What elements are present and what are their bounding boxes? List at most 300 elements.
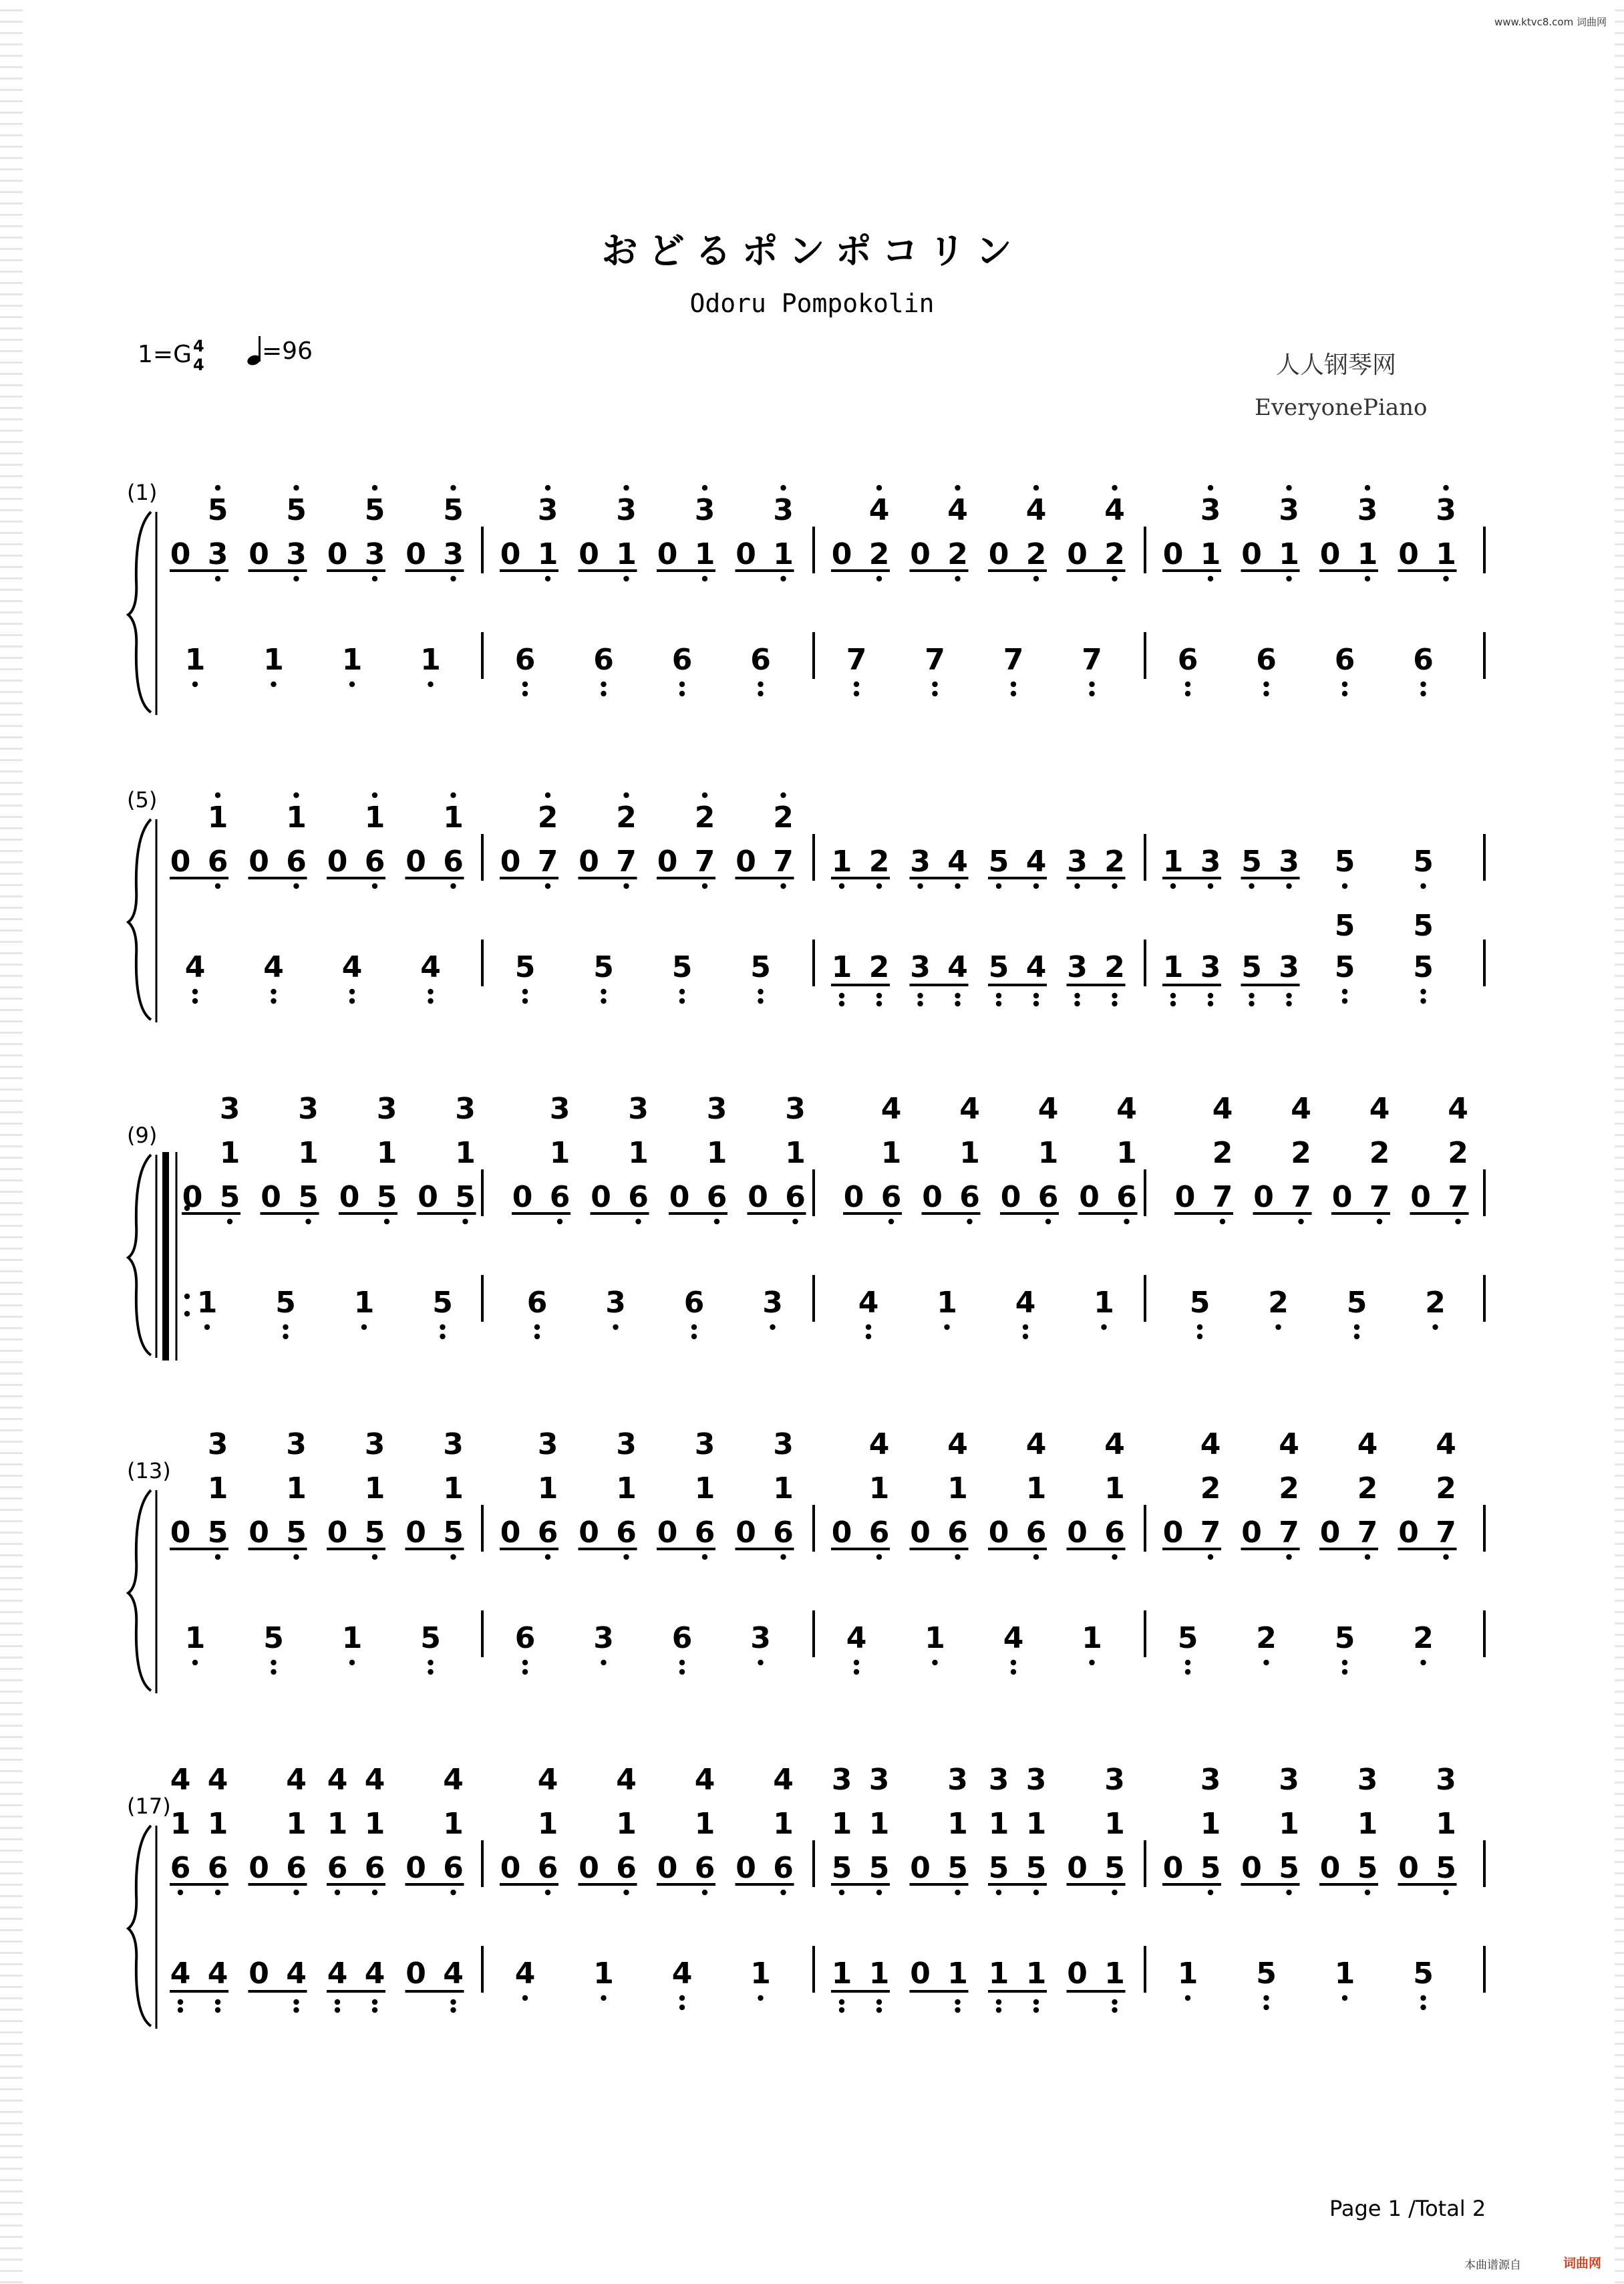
treble-beat	[418, 1092, 476, 1224]
octave-dot	[450, 793, 456, 798]
note-digit: 3	[1025, 1763, 1047, 1797]
bass-beat	[1425, 1286, 1446, 1330]
note-digit: 3	[1200, 845, 1221, 879]
treble-beat	[831, 1763, 890, 1895]
octave-dot	[839, 1999, 844, 2005]
note-digit: 2	[1256, 1621, 1277, 1655]
note-digit: 5	[671, 950, 693, 984]
note-digit: 5	[1334, 909, 1355, 943]
octave-dot	[192, 682, 198, 687]
octave-dot	[758, 1995, 763, 2001]
bass-beat	[1003, 1621, 1024, 1675]
note-digit: 0	[748, 1180, 768, 1214]
measure	[1162, 1427, 1457, 1675]
octave-dot	[522, 998, 528, 1004]
note-digit: 3	[298, 1092, 319, 1126]
octave-dot	[1023, 1334, 1028, 1339]
octave-dot	[1377, 1219, 1382, 1224]
note-digit: 3	[773, 1427, 794, 1461]
octave-dot	[1074, 883, 1080, 889]
note-digit: 5	[1200, 1851, 1221, 1885]
source-logo: 词曲网	[1563, 2256, 1602, 2271]
measure	[512, 1092, 806, 1339]
treble-beat	[1067, 485, 1126, 581]
octave-dot	[1443, 1554, 1448, 1560]
bass-beat	[263, 1621, 284, 1675]
octave-dot	[1249, 883, 1254, 889]
bass-beat	[1015, 1286, 1036, 1339]
bass-beat	[515, 643, 536, 696]
note-digit: 1	[219, 1136, 240, 1170]
measure	[1162, 845, 1434, 1006]
octave-dot	[534, 1334, 540, 1339]
note-digit: 3	[1357, 1763, 1378, 1797]
note-digit: 7	[1003, 643, 1024, 677]
octave-dot	[758, 998, 763, 1004]
octave-dot	[780, 1554, 786, 1560]
octave-dot	[1420, 1995, 1426, 2001]
treble-beat	[339, 1092, 397, 1224]
note-digit: 0	[736, 1851, 756, 1885]
note-digit: 3	[286, 537, 307, 571]
note-digit: 0	[327, 1516, 348, 1550]
note-digit: 6	[286, 1851, 307, 1885]
bass-beat	[593, 1957, 614, 2001]
treble-beat	[170, 1427, 228, 1560]
octave-dot	[227, 1219, 232, 1224]
octave-dot	[372, 1999, 377, 2005]
note-digit: 5	[831, 1851, 852, 1885]
note-digit: 0	[1319, 537, 1341, 571]
note-digit: 0	[1398, 1851, 1419, 1885]
bass-beat	[672, 643, 693, 696]
bass-beat	[672, 1621, 693, 1675]
brace	[128, 1826, 151, 2026]
octave-dot	[178, 2007, 183, 2013]
note-digit: 1	[937, 1286, 957, 1320]
bass-beat	[1003, 643, 1024, 696]
note-digit: 1	[988, 1807, 1009, 1841]
treble-beat	[327, 793, 385, 889]
treble-beat	[736, 1427, 794, 1560]
note-digit: 1	[286, 1807, 307, 1841]
octave-dot	[955, 2007, 960, 2013]
note-digit: 0	[831, 1516, 852, 1550]
octave-dot	[854, 1669, 859, 1675]
bass-beat	[593, 950, 614, 1004]
note-digit: 3	[443, 537, 464, 571]
note-digit: 0	[657, 537, 678, 571]
octave-dot	[780, 883, 786, 889]
note-digit: 4	[443, 1763, 464, 1797]
note-digit: 0	[1398, 1516, 1419, 1550]
octave-dot	[522, 1669, 528, 1675]
note-digit: 0	[1162, 1516, 1184, 1550]
note-digit: 3	[1436, 493, 1456, 527]
octave-dot	[534, 1324, 540, 1330]
treble-beat	[1335, 845, 1355, 889]
note-digit: 1	[1037, 1136, 1059, 1170]
note-digit: 2	[1291, 1136, 1311, 1170]
note-digit: 1	[988, 1957, 1009, 1991]
octave-dot	[1249, 1001, 1254, 1006]
octave-dot	[1045, 1219, 1051, 1224]
note-digit: 4	[1025, 950, 1047, 984]
octave-dot	[215, 1554, 220, 1560]
brace	[128, 1155, 151, 1355]
octave-dot	[1170, 993, 1176, 998]
octave-dot	[876, 1999, 882, 2005]
note-digit: 3	[537, 1427, 558, 1461]
note-digit: 1	[549, 1136, 571, 1170]
octave-dot	[1033, 2007, 1039, 2013]
note-digit: 0	[1398, 537, 1419, 571]
note-digit: 2	[1425, 1286, 1446, 1320]
note-digit: 0	[1331, 1180, 1353, 1214]
note-digit: 1	[1082, 1621, 1102, 1655]
note-digit: 5	[219, 1180, 240, 1214]
note-digit: 1	[376, 1136, 397, 1170]
site-label: www.ktvc8.com 词曲网	[1494, 16, 1607, 28]
note-digit: 6	[549, 1180, 571, 1214]
note-digit: 5	[432, 1286, 453, 1320]
note-digit: 5	[443, 493, 464, 527]
note-digit: 1	[1104, 1957, 1125, 1991]
treble-beat	[579, 1427, 637, 1560]
octave-dot	[462, 1219, 468, 1224]
note-digit: 5	[1334, 845, 1355, 879]
octave-dot	[1286, 1001, 1291, 1006]
system	[127, 1092, 1484, 1361]
note-digit: 5	[443, 1516, 464, 1550]
octave-dot	[679, 2005, 685, 2010]
note-digit: 4	[207, 1957, 228, 1991]
note-digit: 1	[455, 1136, 476, 1170]
octave-dot	[428, 1660, 433, 1665]
bass-beat	[527, 1286, 548, 1339]
bass-beat	[342, 950, 363, 1004]
note-digit: 6	[694, 1516, 715, 1550]
treble-beat	[831, 845, 890, 889]
octave-dot	[283, 1334, 288, 1339]
note-digit: 6	[1104, 1516, 1125, 1550]
octave-dot	[1420, 682, 1426, 687]
bass-beat	[1178, 643, 1198, 696]
octave-dot	[792, 1219, 798, 1224]
octave-dot	[1089, 1660, 1094, 1665]
bass-beat	[275, 1286, 296, 1339]
octave-dot	[271, 998, 276, 1004]
octave-dot	[1208, 576, 1213, 581]
note-digit: 2	[1025, 537, 1047, 571]
treble-beat	[657, 793, 715, 889]
note-digit: 3	[868, 1763, 890, 1797]
octave-dot	[876, 485, 882, 490]
note-digit: 0	[579, 845, 599, 879]
octave-dot	[691, 1334, 697, 1339]
treble-beat	[910, 485, 969, 581]
treble-beat	[1067, 1763, 1126, 1895]
octave-dot	[876, 883, 882, 889]
octave-dot	[271, 1669, 276, 1675]
octave-dot	[545, 1554, 550, 1560]
treble-beat	[1241, 1763, 1300, 1895]
octave-dot	[1365, 1890, 1370, 1895]
octave-dot	[839, 883, 844, 889]
octave-dot	[522, 989, 528, 994]
bass-beat	[432, 1286, 453, 1339]
note-digit: 3	[376, 1092, 397, 1126]
note-digit: 0	[669, 1180, 690, 1214]
note-digit: 0	[579, 1851, 599, 1885]
treble-beat	[405, 793, 464, 889]
octave-dot	[1185, 1660, 1190, 1665]
treble-beat	[1067, 845, 1126, 889]
note-digit: 1	[537, 1807, 558, 1841]
note-digit: 7	[1357, 1516, 1378, 1550]
octave-dot	[1263, 682, 1269, 687]
octave-dot	[1354, 1324, 1359, 1330]
bass-beat	[327, 1957, 385, 2013]
bass-beat	[858, 1286, 879, 1339]
treble-beat	[910, 1427, 969, 1560]
note-digit: 3	[443, 1427, 464, 1461]
note-digit: 4	[514, 1957, 536, 1991]
note-digit: 5	[364, 493, 385, 527]
treble-beat	[170, 793, 228, 889]
octave-dot	[293, 793, 299, 798]
note-digit: 3	[1200, 493, 1221, 527]
tempo-value: =96	[262, 337, 313, 365]
note-digit: 0	[339, 1180, 360, 1214]
note-digit: 0	[1410, 1180, 1431, 1214]
treble-beat	[657, 1427, 715, 1560]
octave-dot	[1432, 1324, 1438, 1330]
octave-dot	[1185, 691, 1190, 696]
measure	[500, 1427, 794, 1675]
note-digit: 4	[947, 950, 968, 984]
treble-beat	[249, 793, 307, 889]
bass-beat	[185, 1621, 206, 1665]
note-digit: 5	[1357, 1851, 1378, 1885]
note-digit: 5	[1256, 1957, 1277, 1991]
octave-dot	[635, 1219, 641, 1224]
octave-dot	[335, 2007, 340, 2013]
note-digit: 3	[207, 537, 228, 571]
octave-dot	[1011, 691, 1016, 696]
note-digit: 2	[1104, 845, 1125, 879]
octave-dot	[1342, 682, 1347, 687]
octave-dot	[1220, 1219, 1225, 1224]
note-digit: 7	[1436, 1516, 1456, 1550]
octave-dot	[522, 1995, 528, 2001]
note-digit: 1	[1104, 1807, 1125, 1841]
note-digit: 7	[1448, 1180, 1468, 1214]
note-digit: 7	[1200, 1516, 1221, 1550]
note-digit: 6	[1177, 643, 1198, 677]
note-digit: 1	[196, 1286, 218, 1320]
note-digit: 4	[1104, 493, 1125, 527]
octave-dot	[770, 1324, 775, 1330]
source-label: 本曲谱源自	[1464, 2259, 1521, 2272]
note-digit: 0	[405, 537, 426, 571]
note-digit: 1	[537, 537, 558, 571]
note-digit: 0	[579, 1516, 599, 1550]
bass-beat	[925, 1621, 945, 1665]
note-digit: 2	[1212, 1136, 1233, 1170]
octave-dot	[428, 1669, 433, 1675]
bass-beat	[420, 1621, 441, 1675]
octave-dot	[440, 1324, 445, 1330]
bass-beat	[197, 1286, 218, 1330]
octave-dot	[545, 883, 550, 889]
note-digit: 6	[959, 1180, 980, 1214]
note-digit: 4	[364, 1763, 385, 1797]
note-digit: 2	[1268, 1286, 1289, 1320]
measure	[1162, 485, 1457, 696]
note-digit: 0	[1162, 1851, 1184, 1885]
bass-beat	[185, 950, 206, 1004]
note-digit: 6	[1116, 1180, 1137, 1214]
note-digit: 6	[694, 1851, 715, 1885]
note-digit: 1	[1162, 845, 1184, 879]
octave-dot	[192, 998, 198, 1004]
note-digit: 4	[327, 1957, 348, 1991]
bass-beat	[925, 643, 945, 696]
note-digit: 5	[1104, 1851, 1125, 1885]
bass-beat	[1347, 1286, 1367, 1339]
treble-beat	[657, 1763, 715, 1895]
note-digit: 4	[868, 493, 890, 527]
bass-beat	[1335, 1957, 1355, 2001]
octave-dot	[1208, 993, 1213, 998]
bass-beat	[672, 1957, 693, 2010]
treble-beat	[736, 793, 794, 889]
note-digit: 3	[988, 1763, 1009, 1797]
note-digit: 3	[1279, 950, 1299, 984]
octave-dot	[1112, 1999, 1117, 2005]
note-digit: 1	[694, 1471, 715, 1506]
octave-dot	[1033, 1554, 1039, 1560]
brace	[128, 512, 151, 712]
note-digit: 1	[925, 1621, 945, 1655]
bass-beat	[405, 1957, 464, 2013]
octave-dot	[293, 1554, 299, 1560]
time-top: 4	[192, 337, 204, 355]
treble-beat	[988, 1763, 1047, 1895]
note-digit: 0	[910, 1851, 931, 1885]
bass-beat	[605, 1286, 626, 1330]
octave-dot	[866, 1334, 871, 1339]
octave-dot	[1420, 989, 1426, 994]
note-digit: 4	[1104, 1427, 1125, 1461]
note-digit: 1	[628, 1136, 649, 1170]
octave-dot	[428, 998, 433, 1004]
treble-beat	[1162, 1427, 1221, 1560]
note-digit: 0	[831, 537, 852, 571]
measure	[170, 1763, 464, 2013]
octave-dot	[384, 1219, 389, 1224]
octave-dot	[522, 1660, 528, 1665]
note-digit: 0	[1241, 1851, 1262, 1885]
bass-beat	[831, 950, 890, 1006]
octave-dot	[372, 1554, 377, 1560]
note-digit: 1	[170, 1807, 191, 1841]
note-digit: 5	[1413, 909, 1434, 943]
time-bottom: 4	[192, 355, 204, 374]
octave-dot	[1365, 485, 1370, 490]
bass-beat	[354, 1286, 375, 1330]
note-digit: 0	[922, 1180, 943, 1214]
measure	[500, 485, 794, 696]
note-digit: 4	[1116, 1092, 1137, 1126]
octave-dot	[1033, 1890, 1039, 1895]
octave-dot	[1455, 1219, 1460, 1224]
bass-beat	[593, 643, 614, 696]
note-digit: 6	[443, 845, 464, 879]
note-digit: 0	[1319, 1516, 1341, 1550]
octave-dot	[1298, 1219, 1303, 1224]
note-digit: 2	[616, 801, 637, 835]
octave-dot	[1112, 993, 1117, 998]
octave-dot	[601, 682, 606, 687]
note-digit: 3	[1104, 1763, 1125, 1797]
note-digit: 2	[773, 801, 794, 835]
treble-beat	[988, 845, 1047, 889]
octave-dot	[955, 883, 960, 889]
note-digit: 0	[405, 845, 426, 879]
note-digit: 6	[514, 1621, 536, 1655]
measure	[170, 1427, 464, 1675]
repeat-dot	[184, 1311, 190, 1316]
treble-beat	[1174, 1092, 1233, 1224]
note-digit: 6	[526, 1286, 548, 1320]
note-digit: 7	[616, 845, 637, 879]
note-digit: 3	[910, 950, 931, 984]
note-digit: 1	[443, 801, 464, 835]
note-digit: 2	[1413, 1621, 1434, 1655]
bass-beat	[750, 1957, 771, 2001]
measure	[843, 1092, 1138, 1339]
bass-beat	[1413, 1621, 1434, 1665]
note-digit: 0	[1319, 1851, 1341, 1885]
note-digit: 4	[1448, 1092, 1468, 1126]
note-digit: 0	[500, 1851, 521, 1885]
note-digit: 1	[694, 537, 715, 571]
treble-beat	[1398, 1763, 1457, 1895]
octave-dot	[955, 485, 960, 490]
note-digit: 7	[537, 845, 558, 879]
note-digit: 2	[694, 801, 715, 835]
note-digit: 1	[593, 1957, 614, 1991]
note-digit: 1	[1025, 1807, 1047, 1841]
octave-dot	[679, 1669, 685, 1675]
note-digit: 5	[988, 1851, 1009, 1885]
octave-dot	[854, 691, 859, 696]
bass-beat	[1413, 909, 1434, 1004]
bass-beat	[515, 1621, 536, 1675]
octave-dot	[955, 1890, 960, 1895]
octave-dot	[1170, 883, 1176, 889]
octave-dot	[1275, 1324, 1281, 1330]
treble-beat	[922, 1092, 981, 1224]
octave-dot	[1011, 1669, 1016, 1675]
note-digit: 3	[364, 537, 385, 571]
octave-dot	[1208, 1554, 1213, 1560]
note-digit: 3	[1436, 1763, 1456, 1797]
note-digit: 3	[1279, 845, 1299, 879]
octave-dot	[601, 998, 606, 1004]
